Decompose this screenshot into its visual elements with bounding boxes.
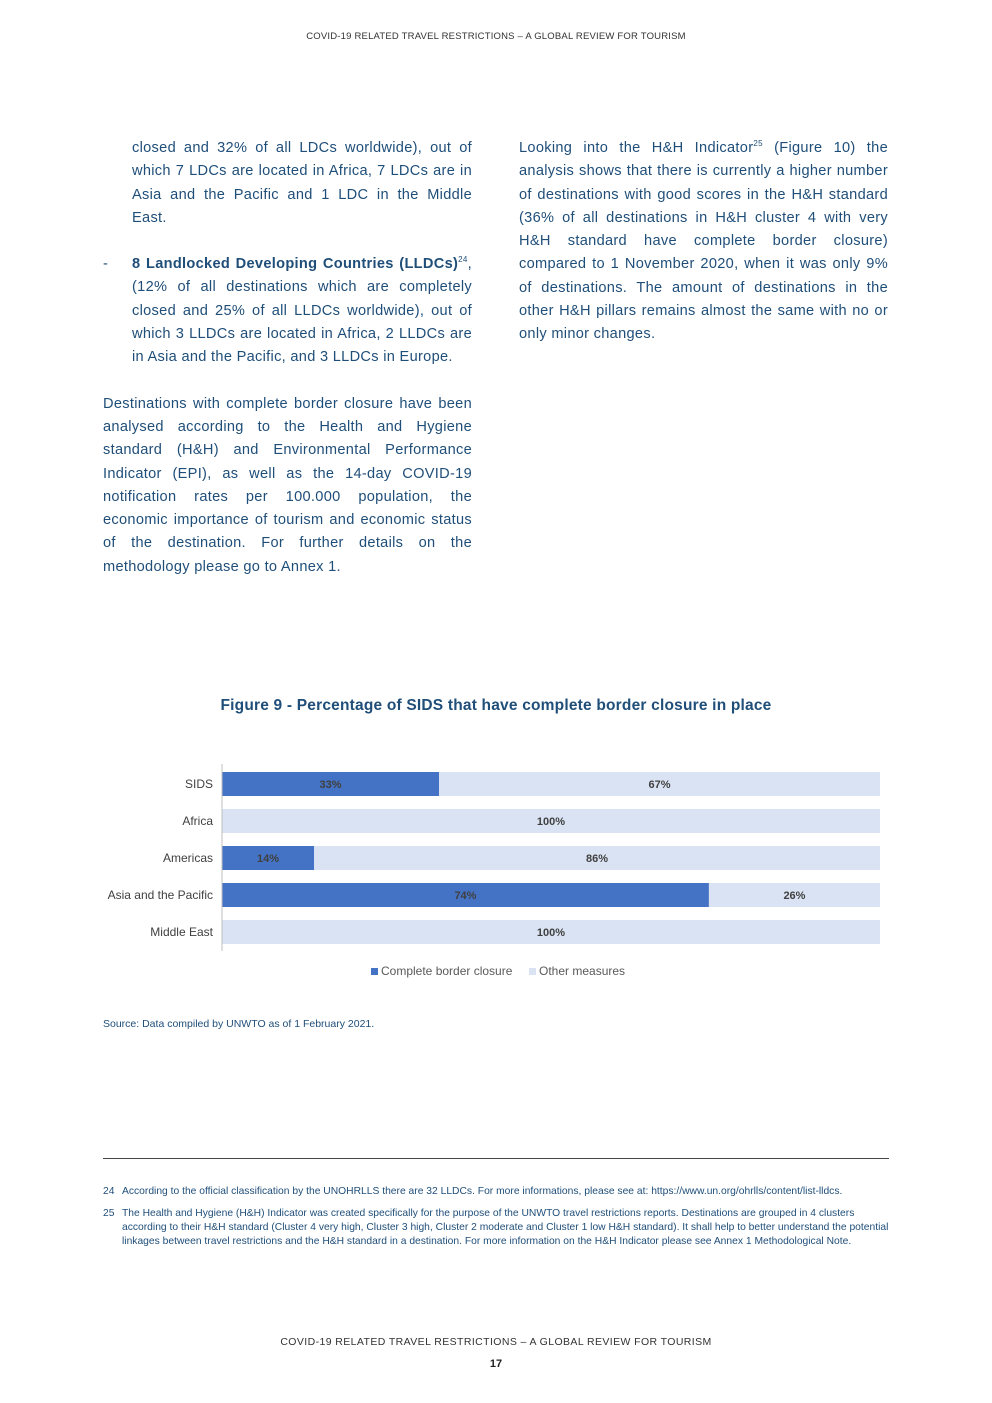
- legend-swatch: [371, 968, 378, 975]
- figure-source: Source: Data compiled by UNWTO as of 1 February 2021.: [103, 1018, 375, 1030]
- left-column: [103, 137, 472, 579]
- footnote-number: 25: [103, 1208, 115, 1219]
- methodology-paragraph: Destinations with complete border closure have been analysed according to the Health and Hygiene standard (H&H) and Environmental Performance Indicator (EPI), as well as the 14-day COVID-19 notification rates per 100.000 population, the economic importance of tourism and economic status of the destination. For further details on the methodology please go to Annex 1.: [103, 395, 472, 575]
- category-label: Americas: [162, 851, 213, 865]
- stacked-bar-chart: [100, 760, 890, 1000]
- footnotes: [103, 1185, 889, 1257]
- data-label: 74%: [454, 890, 477, 902]
- data-label: 33%: [319, 779, 342, 791]
- bullet-dash: -: [103, 256, 109, 273]
- lldc-text: , (12% of all destinations which are completely closed and 25% of all LLDCs worldwide), out of which 3 LLDCs are located in Africa, 2 LLDCs are in Asia and the Pacific, and 3 LLDCs in Europe.: [132, 256, 472, 366]
- data-label: 14%: [257, 853, 280, 865]
- footnote-24: [103, 1185, 889, 1199]
- footnote-ref-25[interactable]: 25: [753, 139, 763, 148]
- legend-label: Other measures: [539, 964, 626, 978]
- running-footer: COVID-19 RELATED TRAVEL RESTRICTIONS – A GLOBAL REVIEW FOR TOURISM: [280, 1336, 712, 1348]
- data-label: 26%: [783, 890, 806, 902]
- data-label: 86%: [586, 853, 609, 865]
- footnote-divider: [103, 1158, 889, 1159]
- footnote-text: The Health and Hygiene (H&H) Indicator was created specifically for the purpose of the UNWTO travel restrictions reports. Destinations are grouped in 4 clusters according to their H&H standard (Cluster 4 very high, Cluster 3 high, Cluster 2 moderate and Cluster 1 low H&H standard). It shall help to better understand the potential linkages between travel restrictions and the H&H standard in a destination. For more information on the H&H Indicator please see Annex 1 Methodological Note.: [122, 1208, 889, 1247]
- lldc-bullet: [103, 253, 472, 369]
- ldc-continuation-paragraph: closed and 32% of all LDCs worldwide), out of which 7 LDCs are located in Africa, 7 LDCs are in Asia and the Pacific and 1 LDC in the Middle East.: [132, 140, 472, 226]
- hh-text-start: Looking into the H&H Indicator: [519, 140, 754, 156]
- footnote-ref-24[interactable]: 24: [458, 255, 468, 265]
- category-label: Asia and the Pacific: [107, 888, 213, 902]
- footnote-number: 24: [103, 1186, 115, 1197]
- hh-text-end: (Figure 10) the analysis shows that there is currently a higher number of destinations with good scores in the H&H standard (36% of all destinations in H&H cluster 4 with very H&H standard have complete border closure) compared to 1 November 2020, when it was only 9% of destinations. The amount of destinations in the other H&H pillars remains almost the same with no or only minor changes.: [519, 140, 888, 343]
- data-label: 67%: [648, 779, 671, 791]
- data-label: 100%: [536, 927, 566, 939]
- legend-label: Complete border closure: [381, 964, 513, 978]
- category-label: SIDS: [184, 777, 213, 791]
- footnote-text: According to the official classification by the UNOHRLLS there are 32 LLDCs. For more informations, please see at: https://www.un.org/ohrlls/content/list-lldcs.: [122, 1186, 843, 1197]
- category-label: Middle East: [150, 925, 213, 939]
- page-number: 17: [489, 1358, 503, 1370]
- data-label: 100%: [536, 816, 566, 828]
- lldc-heading: 8 Landlocked Developing Countries (LLDCs): [132, 256, 459, 273]
- legend-swatch: [529, 968, 536, 975]
- right-column: [519, 137, 888, 347]
- hh-paragraph: [519, 137, 888, 347]
- figure-title: Figure 9 - Percentage of SIDS that have complete border closure in place: [220, 697, 772, 714]
- category-label: Africa: [182, 814, 213, 828]
- footnote-25: [103, 1207, 889, 1249]
- running-header: COVID-19 RELATED TRAVEL RESTRICTIONS – A GLOBAL REVIEW FOR TOURISM: [306, 31, 686, 42]
- chart-svg: [100, 760, 890, 1000]
